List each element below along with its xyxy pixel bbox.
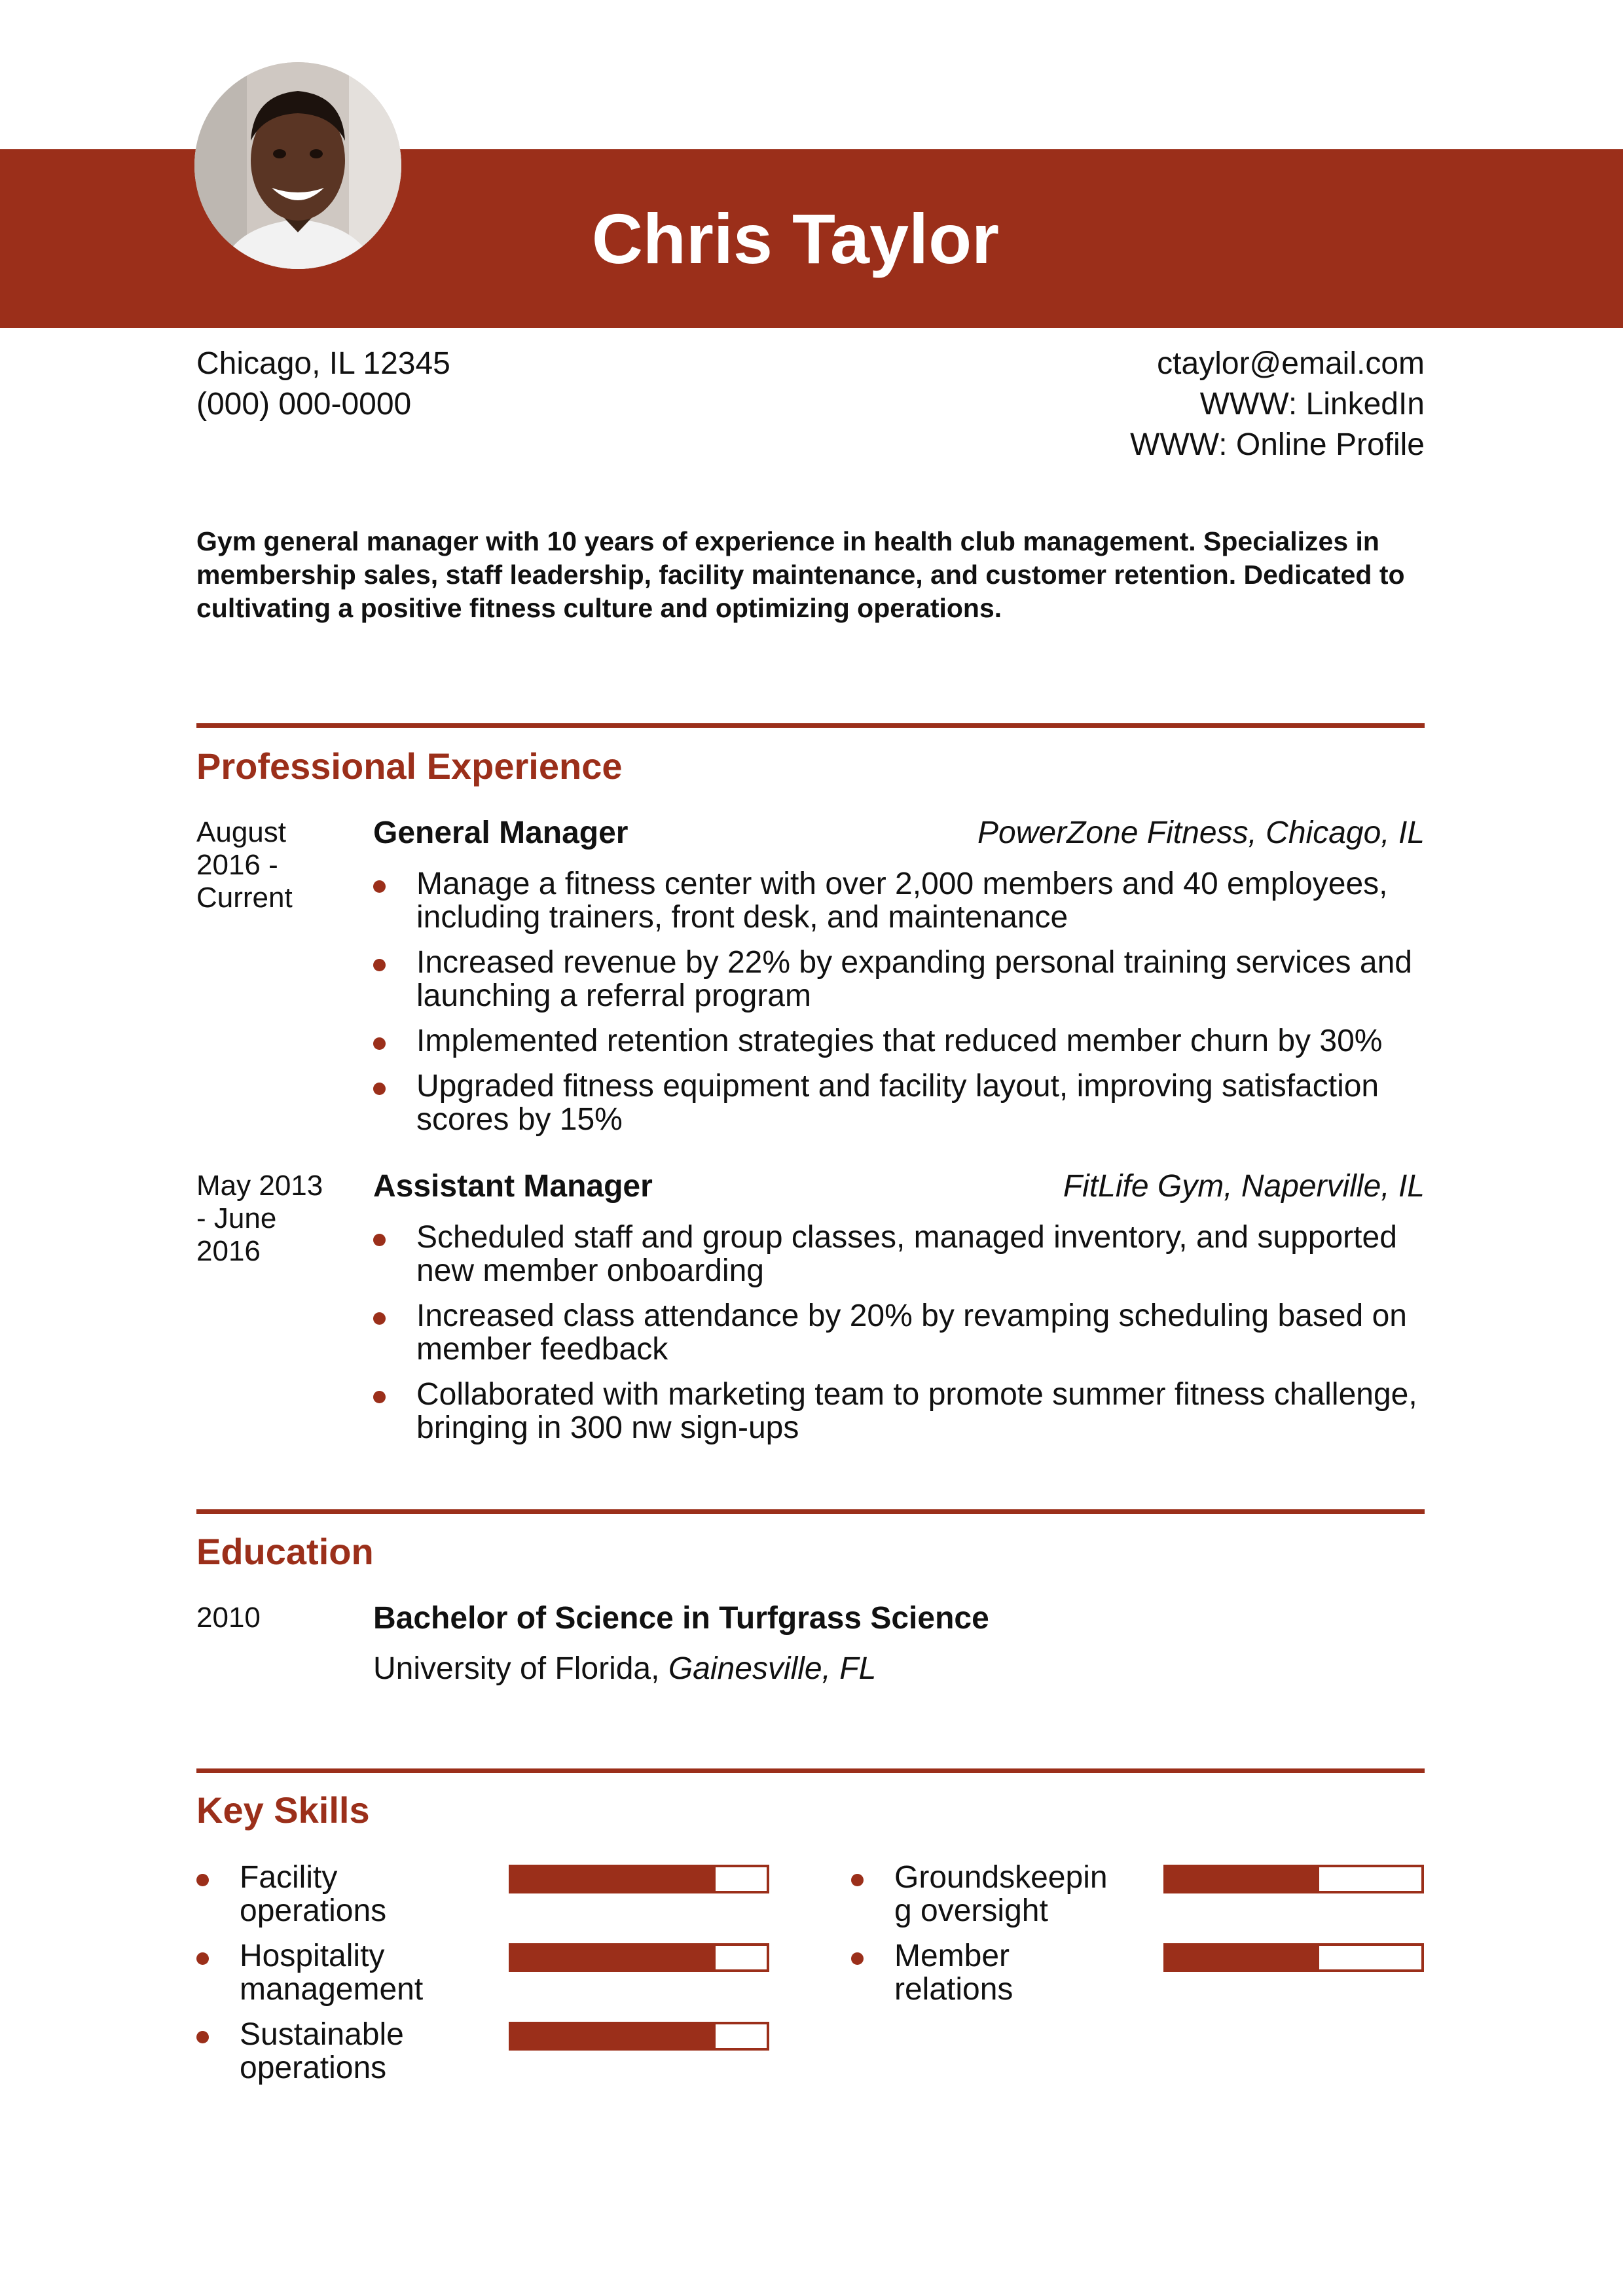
bullet-icon [851,1874,864,1886]
skill-label: Member relations [894,1939,1013,2007]
bullet-icon [851,1952,864,1965]
job-company: FitLife Gym, Naperville, IL [1063,1169,1425,1204]
job-company: PowerZone Fitness, Chicago, IL [977,816,1425,850]
location: Chicago, IL 12345 [196,346,450,381]
education-degree: Bachelor of Science in Turfgrass Science [373,1601,989,1636]
section-divider [196,1509,1425,1514]
email-link[interactable]: ctaylor@email.com [1157,346,1425,381]
job-date: May 2013 - June 2016 [196,1170,323,1267]
skill-label: Facility operations [240,1860,387,1928]
skill-level-bar [509,1865,769,1893]
bullet-icon [196,1874,209,1886]
bullet-icon [196,2031,209,2043]
experience-section-title: Professional Experience [196,745,623,787]
phone: (000) 000-0000 [196,387,412,422]
list-item: Upgraded fitness equipment and facility layout, improving satisfaction scores by 15% [373,1069,1427,1136]
school-name: University of Florida, [373,1651,660,1686]
skill-label: Hospitality management [240,1939,424,2007]
skill-level-bar [1163,1865,1424,1893]
list-item: Implemented retention strategies that reduced member churn by 30% [373,1024,1427,1058]
linkedin-link[interactable]: WWW: LinkedIn [1199,387,1425,422]
section-divider [196,723,1425,728]
bullet-icon [196,1952,209,1965]
profile-photo [194,62,401,269]
list-item: Scheduled staff and group classes, managed inventory, and supported new member onboarding [373,1221,1427,1287]
contact-right [1130,344,1425,465]
list-item: Collaborated with marketing team to promote summer fitness challenge, bringing in 300 nw sign-ups [373,1378,1427,1444]
skill-label: Sustainable operations [240,2017,404,2085]
online-profile-link[interactable]: WWW: Online Profile [1130,427,1425,462]
job-bullets [373,1221,1427,1456]
job-title: Assistant Manager [373,1169,653,1204]
contact-left [196,344,450,425]
professional-summary: Gym general manager with 10 years of experience in health club management. Specializes in membership sales, staff leadership, facility maintenance, and customer retention. Dedicated to cultivating a positive fitness culture and optimizing operations. [196,526,1405,623]
skill-level-bar [1163,1943,1424,1972]
list-item: Increased revenue by 22% by expanding personal training services and launching a referral program [373,946,1427,1013]
job-bullets [373,867,1427,1148]
education-date: 2010 [196,1602,261,1634]
job-title: General Manager [373,816,629,850]
education-section-title: Education [196,1531,374,1572]
list-item: Manage a fitness center with over 2,000 members and 40 employees, including trainers, front desk, and maintenance [373,867,1427,934]
skills-section-title: Key Skills [196,1789,370,1831]
skill-level-bar [509,1943,769,1972]
skill-label: Groundskeeping oversight [894,1860,1108,1928]
candidate-name: Chris Taylor [591,199,1000,278]
skill-level-bar [509,2022,769,2051]
education-school [373,1651,876,1687]
list-item: Increased class attendance by 20% by revamping scheduling based on member feedback [373,1299,1427,1366]
section-divider [196,1768,1425,1773]
school-location: Gainesville, FL [668,1651,877,1686]
job-date: August 2016 - Current [196,816,293,914]
